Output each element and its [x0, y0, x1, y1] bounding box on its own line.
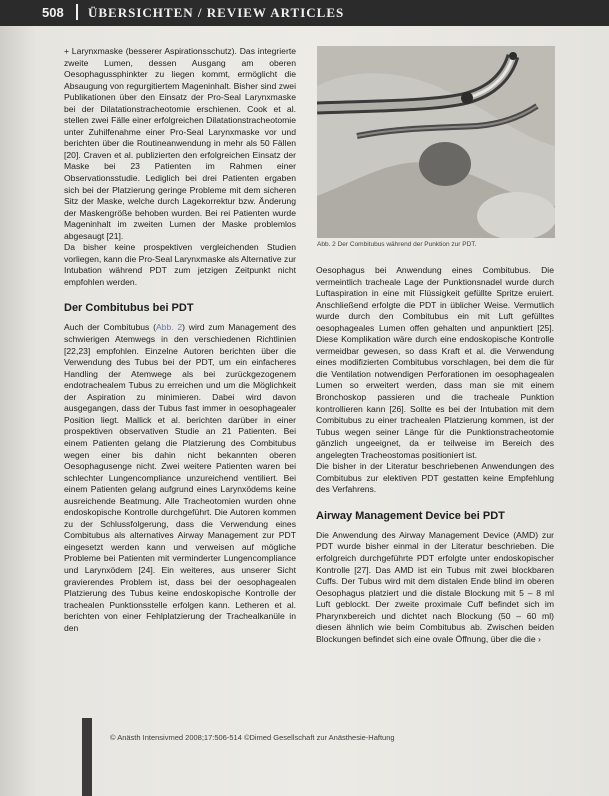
- section-heading: Airway Management Device bei PDT: [316, 509, 505, 522]
- combitube-illustration: [317, 46, 555, 238]
- paragraph: Da bisher keine prospektiven vergleichenden Studien vorliegen, kann die Pro-Seal Larynxmaske als Alternative zur Intubation während PDT zum jetzigen Zeitpunkt nicht empfohlen werden.: [64, 242, 296, 287]
- header-divider: [76, 4, 78, 20]
- paragraph: Die Anwendung des Airway Management Device (AMD) zur PDT wurde bisher einmal in der Literatur beschrieben. Die erfolgreich durchgeführte PDT erfolgte unter endoskopischer Kontrolle [27]. Das AMD ist ein Tubus mit zwei blockbaren Cuffs. Der Tubus wird mit dem distalen Ende blind im oberen Oesophagus platziert und die distale Blockung mit 5 – 8 ml Luft geblockt. Der zweite proximale Cuff befindet sich im Pharynxbereich und dichtet nach Blockung (50 – 60 ml) diesen ähnlich wie beim Combitubus ab. Zwischen beiden Blockungen befindet sich eine ovale Öffnung, über die die ›: [316, 529, 554, 644]
- paragraph: Die bisher in der Literatur beschriebenen Anwendungen des Combitubus zur elektiven PDT gestatten keine Empfehlung des Verfahrens.: [316, 461, 554, 495]
- section-heading: Der Combitubus bei PDT: [64, 302, 194, 315]
- right-column: [316, 265, 554, 645]
- left-column: [64, 46, 296, 634]
- figure-reference[interactable]: Abb. 2: [155, 322, 183, 333]
- footer-citation: © Anästh Intensivmed 2008;17:506-514 ©Dimed Gesellschaft zur Anästhesie-Haftung: [110, 733, 395, 742]
- page-number: 508: [42, 5, 64, 20]
- running-header: [0, 0, 609, 26]
- combitube-figure: [317, 46, 555, 238]
- section-title: ÜBERSICHTEN / REVIEW ARTICLES: [88, 5, 345, 20]
- margin-bar: [82, 718, 92, 796]
- paragraph: Oesophagus bei Anwendung eines Combitubus. Die vermeintlich tracheale Lage der Punktionsnadel wurde durch Luftaspiration in eine mit Flüssigkeit gefüllte Spritze eruiert. Anschließend erfolgte die PDT in üblicher Weise. Vermutlich wurde durch den Combitubus ein mit Luft gefülltes oesophageales Lumen offen gehalten und anpunktiert [25]. Diese Komplikation wäre durch eine endoskopische Kontrolle vermeidbar gewesen, so dass Kraft et al. die Verwendung eines modifizierten Combitubus vorschlagen, bei dem die für die Ventilation notwendigen Perforationen im oesophagealen Lumen so erweitert werden, dass man sie mit einem Bronchoskop passieren und die tracheale Punktion kontrollieren kann [26]. Sollte es bei der Intubation mit dem Combitubus zu einer trachealen Platzierung kommen, ist der Tubus wegen seiner Länge für die Punktionstracheotomie gänzlich ungeeignet, da er teilweise im Bereich des angelegten Tracheostomas positioniert ist.: [316, 265, 554, 460]
- paragraph: Auch der Combitubus (Abb. 2) wird zum Management des schwierigen Atemwegs in den verschiedenen Richtlinien [22,23] empfohlen. Einzelne Autoren berichten über die Verwendung des Tubus bei der PDT, um ein einfacheres Handling der Atemwege als bei zurückgezogenem endotrachealem Tubus zu erreichen und um die Möglichkeit der Aspiration zu minimieren. Dabei wird davon ausgegangen, dass der Tubus fast immer in oesophagealer Position liegt. Mallick et al. berichten darüber in einer prospektiven observativen Studie an 21 Patienten. Bei einem Patienten gelang die Platzierung des Combitubus wegen einer bis dahin nicht bekannten oberen Oesophagusenge nicht. Zwei weitere Patienten waren bei schlechter Lungencompliance unzureichend ventiliert. Bei einem Patienten gelang aufgrund eines Larynxödems keine ausreichende Beatmung. Alle Tracheotomien wurden ohne endoskopische Kontrolle durchgeführt. Die Autoren kommen zu der Schlussfolgerung, dass die Verwendung eines Combitubus als alternatives Airway Management zur PDT eingesetzt werden kann und verweisen auf mögliche Probleme bei Patienten mit verminderter Lungencompliance und Larynxödem [24]. Ein weiteres, aus unserer Sicht gravierendes Problem ist, dass bei der oesophagealen Platzierung des Tubus keine endoskopische Kontrolle der trachealen Punktionsstelle erfolgen kann. Letheren et al. berichten von einer Fehlplatzierung der Trachealkanüle in den: [64, 322, 296, 633]
- figure-caption: Abb. 2 Der Combitubus während der Punktion zur PDT.: [317, 241, 477, 248]
- paragraph: + Larynxmaske (besserer Aspirationsschutz). Das integrierte zweite Lumen, dessen Ausgang am oberen Oesophagussphinkter zu liegen kommt, ermöglicht die Absaugung von regurgitiertem Mageninhalt. Bisher sind zwei Publikationen über den Einsatz der Pro-Seal Larynxmaske bei der Dilatationstracheotomie erschienen. Cook et al. stellen zwei Fälle einer erfolgreichen Dilatationstracheotomie unter Zuhilfenahme einer Pro-Seal Larynxmaske vor und berichten über die Routineanwendung in mehr als 50 Fällen [20]. Craven et al. publizierten den erfolgreichen Einsatz der Maske bei 23 Patienten im Rahmen einer Observationsstudie. Lediglich bei drei Patienten ergaben sich bei der Platzierung geringe Probleme mit dem sicheren Sitz der Maske, welche durch Lagekorrektur bzw. Änderung der Maskengröße behoben wurden. Bei rei Patienten wurde Mageninhalt im zweiten Lumen der Maske problemlos abgesaugt [21].: [64, 46, 296, 241]
